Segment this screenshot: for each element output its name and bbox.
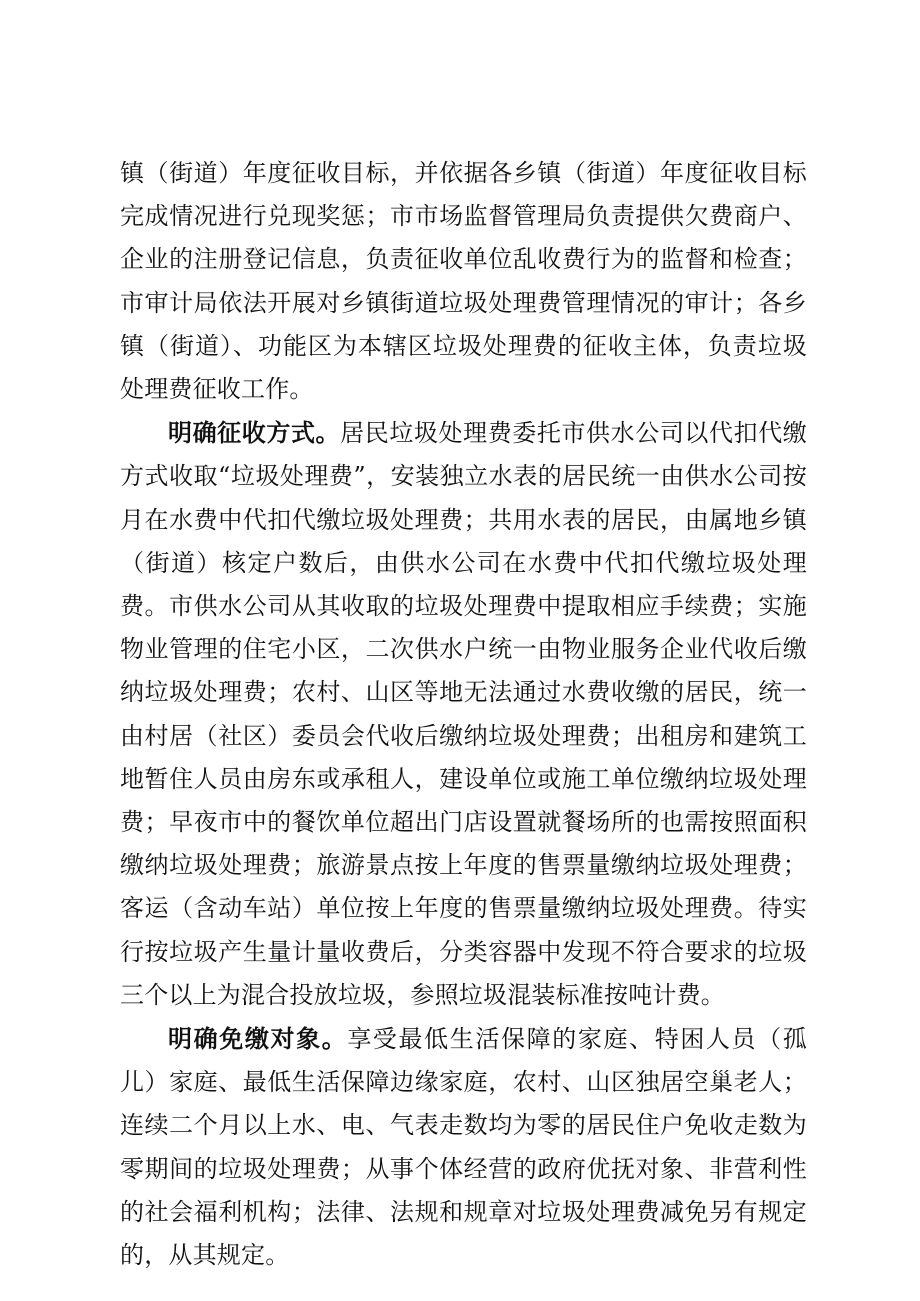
paragraph-heading: 明确免缴对象。: [168, 1024, 348, 1054]
document-page: [120, 152, 807, 1277]
paragraph-continuation: [120, 152, 807, 411]
paragraph-body: 享受最低生活保障的家庭、特困人员（孤儿）家庭、最低生活保障边缘家庭，农村、山区独居空巢老人；连续二个月以上水、电、气表走数均为零的居民住户免收走数为零期间的垃圾处理费；从事个体经营的政府优抚对象、非营利性的社会福利机构；法律、法规和规章对垃圾处理费减免另有规定的，从其规定。: [120, 1025, 807, 1270]
paragraph-body: 镇（街道）年度征收目标，并依据各乡镇（街道）年度征收目标完成情况进行兑现奖惩；市市场监督管理局负责提供欠费商户、企业的注册登记信息，负责征收单位乱收费行为的监督和检查；市审计局依法开展对乡镇街道垃圾处理费管理情况的审计；各乡镇（街道）、功能区为本辖区垃圾处理费的征收主体，负责垃圾处理费征收工作。: [120, 159, 807, 404]
paragraph-collection-method: [120, 411, 807, 1017]
paragraph-heading: 明确征收方式。: [168, 418, 341, 448]
paragraph-exemption: [120, 1017, 807, 1277]
paragraph-body: 居民垃圾处理费委托市供水公司以代扣代缴方式收取“垃圾处理费”，安装独立水表的居民统一由供水公司按月在水费中代扣代缴垃圾处理费；共用水表的居民，由属地乡镇（街道）核定户数后，由供水公司在水费中代扣代缴垃圾处理费。市供水公司从其收取的垃圾处理费中提取相应手续费；实施物业管理的住宅小区，二次供水户统一由物业服务企业代收后缴纳垃圾处理费；农村、山区等地无法通过水费收缴的居民，统一由村居（社区）委员会代收后缴纳垃圾处理费；出租房和建筑工地暂住人员由房东或承租人，建设单位或施工单位缴纳垃圾处理费；早夜市中的餐饮单位超出门店设置就餐场所的也需按照面积缴纳垃圾处理费；旅游景点按上年度的售票量缴纳垃圾处理费；客运（含动车站）单位按上年度的售票量缴纳垃圾处理费。待实行按垃圾产生量计量收费后，分类容器中发现不符合要求的垃圾三个以上为混合投放垃圾，参照垃圾混装标准按吨计费。: [120, 419, 807, 1009]
